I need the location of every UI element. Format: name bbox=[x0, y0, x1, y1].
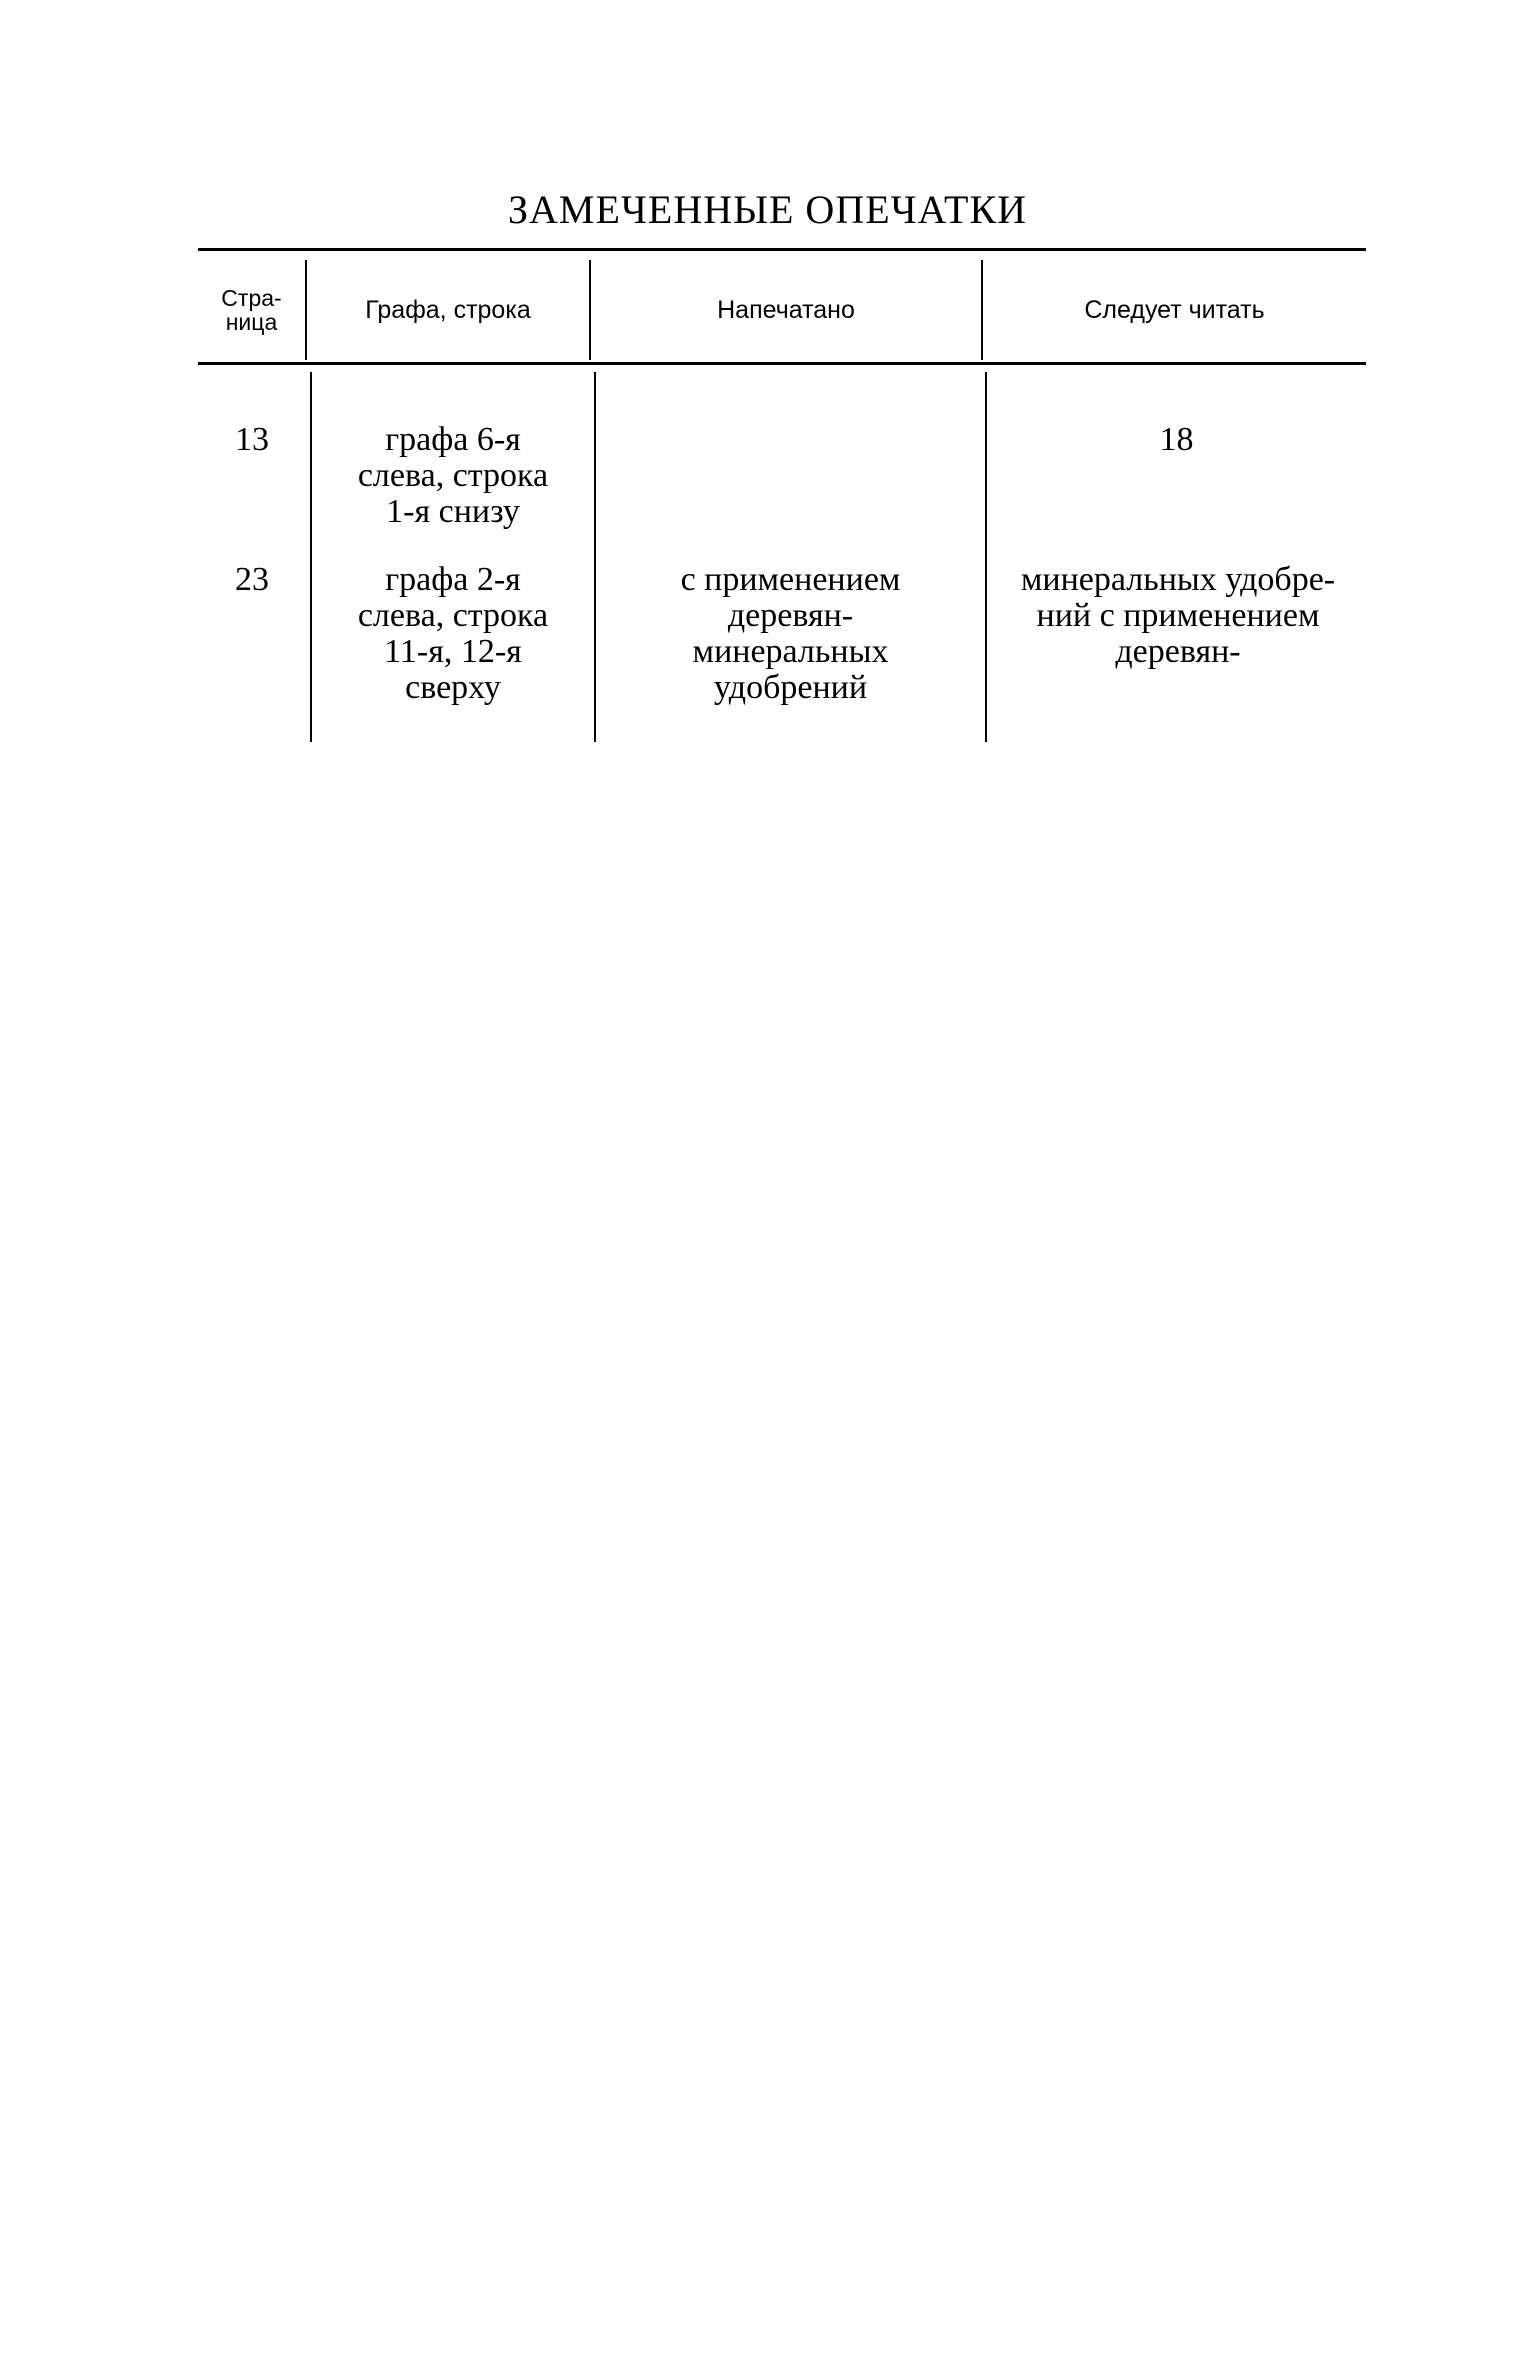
page-title: ЗАМЕЧЕННЫЕ ОПЕЧАТКИ bbox=[507, 187, 1028, 232]
cell-printed: с применением деревян- минеральных удобрений bbox=[680, 561, 901, 706]
cell-correct: минеральных удобре- ний с применением деревян- bbox=[1020, 561, 1336, 670]
table-header-rule bbox=[198, 362, 1366, 365]
table-top-rule bbox=[198, 248, 1366, 251]
header-correct: Следует читать bbox=[1084, 296, 1265, 324]
header-printed: Напечатано bbox=[717, 296, 855, 324]
cell-location: графа 2-я слева, строка 11-я, 12-я сверху bbox=[357, 561, 549, 706]
cell-correct: 18 bbox=[1159, 421, 1194, 458]
cell-page: 13 bbox=[235, 421, 269, 458]
cell-page: 23 bbox=[235, 561, 269, 598]
header-page: Стра- ница bbox=[221, 285, 282, 335]
cell-location: графа 6-я слева, строка 1-я снизу bbox=[357, 421, 549, 530]
header-location: Графа, строка bbox=[365, 296, 531, 324]
